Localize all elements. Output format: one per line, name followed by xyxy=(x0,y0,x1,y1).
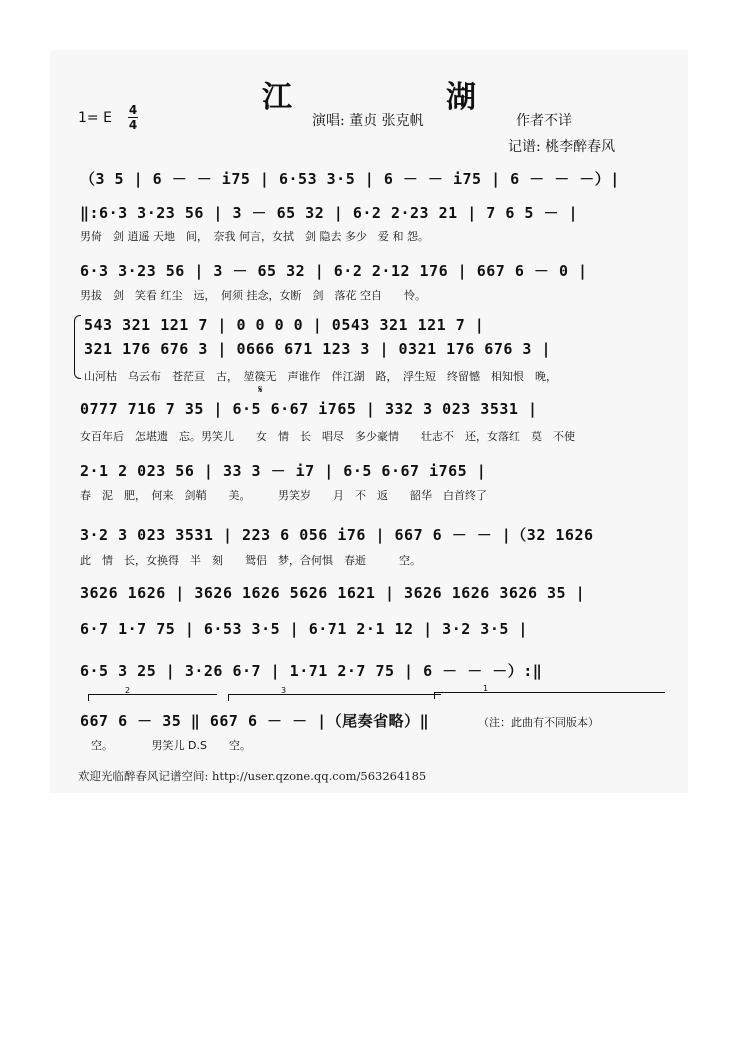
lyric-row-6: 春 泥 肥， 何来 剑鞘 美。 男笑岁 月 不 返 韶华 白首终了 xyxy=(80,489,487,502)
lyric-row-5: 女百年后 怎堪遗 忘。男笑儿 女 情 长 唱尽 多少豪情 壮志不 还，女落红 莫 不使 xyxy=(80,430,575,443)
notation-row-4-female: 321 176 676 3 | 0666 671 123 3 | 0321 176 676 3 | xyxy=(84,340,552,358)
lyric-row-3: 男拔 剑 笑看 红尘 远， 何须 挂念，女断 剑 落花 空自 怜。 xyxy=(80,289,426,302)
lyric-row-11: 空。 男笑儿 D.S 空。 xyxy=(80,739,251,752)
score-sheet xyxy=(50,50,688,793)
notation-row-6: 2·1 2 023 56 | 33 3 － i7 | 6·5 6·67 i765 | xyxy=(80,462,487,480)
notation-row-3: 6·3 3·23 56 | 3 － 65 32 | 6·2 2·12 176 | 667 6 － 0 | xyxy=(80,262,588,280)
notation-row-8: 3626 1626 | 3626 1626 5626 1621 | 3626 1626 3626 35 | xyxy=(80,584,586,602)
lyric-row-4: 山河枯 乌云布 苍茫亘 古， 堃篌无 声谁作 伴江湖 路， 浮生短 终留憾 相知恨 晚， xyxy=(84,370,557,383)
lyric-row-7: 此 情 长，女换得 半 刻 鸳侣 梦，合何惧 春逝 空。 xyxy=(80,554,421,567)
notation-row-9: 6·7 1·7 75 | 6·53 3·5 | 6·71 2·1 12 | 3·2 3·5 | xyxy=(80,620,528,638)
time-top: 4 xyxy=(128,103,138,117)
transcriber-credit: 记谱: 桃李醉春风 xyxy=(508,139,616,155)
notation-row-1: （3 5 | 6 － － i75 | 6·53 3·5 | 6 － － i75 | 6 － － －）| xyxy=(80,170,620,188)
notation-row-2: ‖:6·3 3·23 56 | 3 － 65 32 | 6·2 2·23 21 | 7 6 5 － | xyxy=(80,204,579,222)
notation-row-4-male: 543 321 121 7 | 0 0 0 0 | 0543 321 121 7 | xyxy=(84,316,485,334)
time-signature xyxy=(128,104,138,131)
segno-icon: 𝄋 xyxy=(258,383,263,396)
notation-row-7: 3·2 3 023 3531 | 223 6 056 i76 | 667 6 － － |（32 1626 xyxy=(80,526,594,544)
footer-link[interactable]: 欢迎光临醉春风记谱空间: http://user.qzone.qq.com/563264185 xyxy=(78,769,427,783)
author-credit: 作者不详 xyxy=(516,113,572,129)
notation-row-11: 667 6 － 35 ‖ 667 6 － － |（尾奏省略）‖ xyxy=(80,712,430,730)
volta-1: 1 xyxy=(434,692,665,699)
notation-row-10: 6·5 3 25 | 3·26 6·7 | 1·71 2·7 75 | 6 － － －）:‖ xyxy=(80,662,543,680)
volta-3: 3 xyxy=(228,694,441,701)
volta-2: 2 xyxy=(88,694,217,701)
lyric-row-2: 男倚 剑 逍遥 天地 间， 奈我 何言，女拭 剑 隐去 多少 爱 和 怨。 xyxy=(80,230,429,243)
key-signature: 1= E xyxy=(78,110,112,126)
singer-credit: 演唱: 董贞 张克帆 xyxy=(312,113,424,129)
song-title: 江 湖 xyxy=(262,80,538,115)
version-note: （注：此曲有不同版本） xyxy=(478,716,599,729)
notation-row-5: 0777 716 7 35 | 6·5 6·67 i765 | 332 3 023 3531 | xyxy=(80,400,538,418)
time-bottom: 4 xyxy=(128,118,138,132)
duet-brace xyxy=(74,315,81,379)
